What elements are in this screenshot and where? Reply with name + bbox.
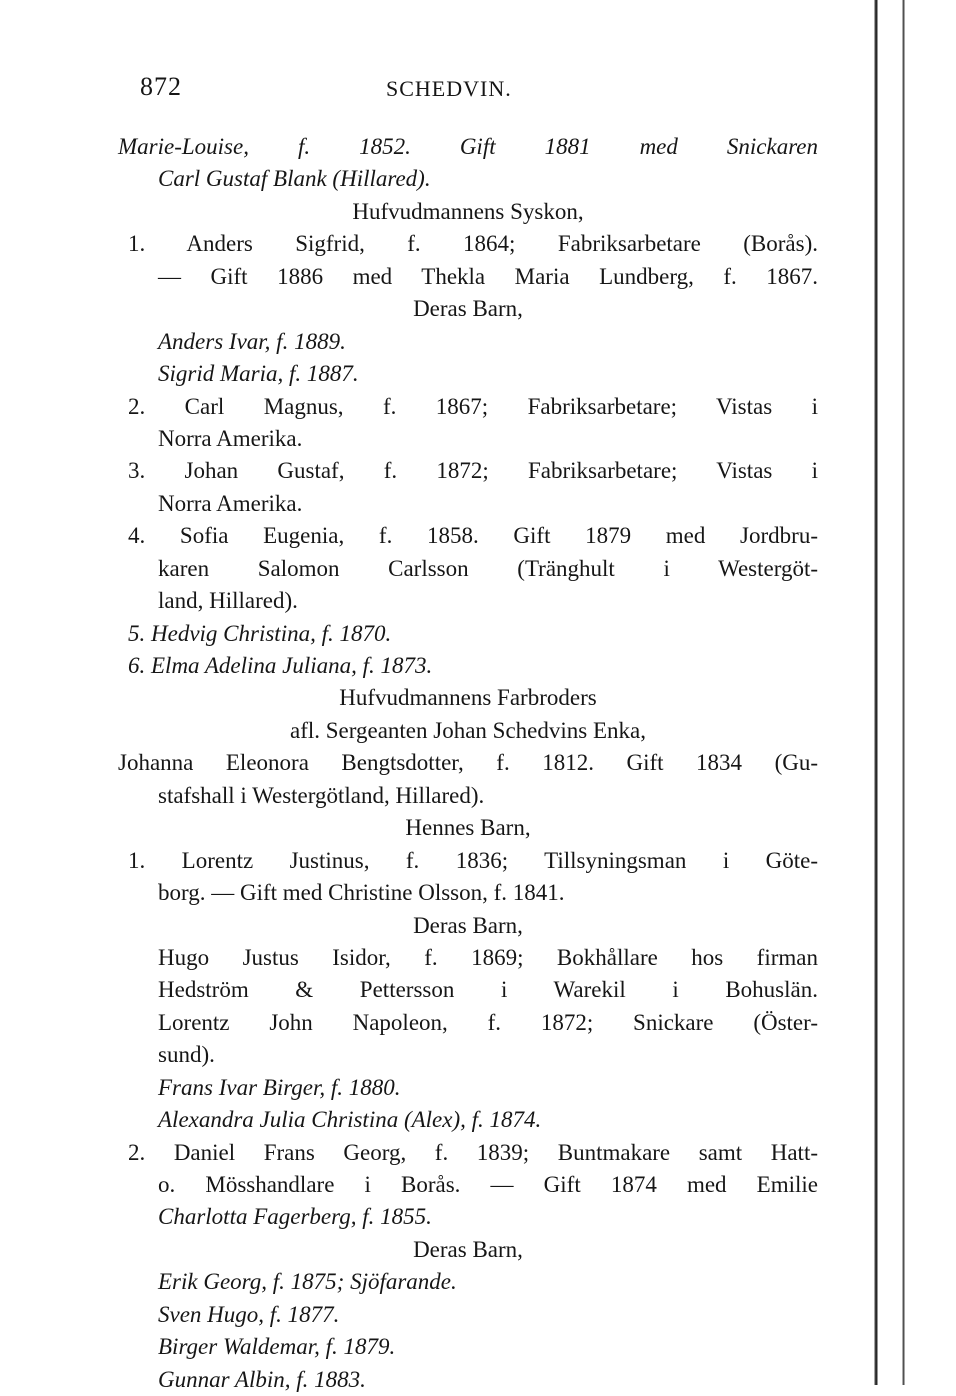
line-text: 2. Carl Magnus, f. 1867; Fabriksarbetare; Vistas i bbox=[128, 393, 818, 419]
text-line bbox=[118, 1169, 818, 1201]
section-heading bbox=[118, 1234, 818, 1266]
text-line bbox=[118, 747, 818, 779]
line-text: Frans Ivar Birger, f. 1880. bbox=[158, 1074, 401, 1100]
line-text: Sigrid Maria, f. 1887. bbox=[158, 361, 359, 387]
line-text: 3. Johan Gustaf, f. 1872; Fabriksarbetare; Vistas i bbox=[128, 458, 818, 484]
line-text: stafshall i Westergötland, Hillared). bbox=[158, 782, 485, 808]
text-line bbox=[118, 261, 818, 293]
text-line bbox=[118, 1072, 818, 1104]
text-line bbox=[118, 1039, 818, 1071]
line-text: Deras Barn, bbox=[413, 912, 523, 938]
page-edge-shadow-inner bbox=[902, 0, 905, 1385]
line-text: — Gift 1886 med Thekla Maria Lundberg, f. 1867. bbox=[158, 263, 818, 289]
text-line bbox=[118, 228, 818, 260]
text-line bbox=[118, 618, 818, 650]
line-text: 1. Anders Sigfrid, f. 1864; Fabriksarbetare (Borås). bbox=[128, 231, 818, 257]
line-text: Lorentz John Napoleon, f. 1872; Snickare (Öster- bbox=[158, 1009, 818, 1035]
line-text: o. Mösshandlare i Borås. — Gift 1874 med Emilie bbox=[158, 1172, 818, 1197]
text-line bbox=[118, 455, 818, 487]
line-text: 1. Lorentz Justinus, f. 1836; Tillsyningsman i Göte- bbox=[128, 847, 818, 873]
line-text: Hennes Barn, bbox=[405, 815, 531, 841]
section-heading bbox=[118, 196, 818, 228]
section-heading bbox=[118, 910, 818, 942]
text-line bbox=[118, 974, 818, 1006]
genealogy-text bbox=[118, 131, 818, 1396]
page-header bbox=[140, 72, 820, 112]
text-line bbox=[118, 845, 818, 877]
text-line bbox=[118, 520, 818, 552]
line-text: Alexandra Julia Christina (Alex), f. 1874. bbox=[158, 1107, 542, 1133]
text-line bbox=[118, 391, 818, 423]
line-text: Anders Ivar, f. 1889. bbox=[158, 328, 346, 354]
text-line bbox=[118, 942, 818, 974]
line-text: Johanna Eleonora Bengtsdotter, f. 1812. Gift 1834 (Gu- bbox=[118, 750, 818, 776]
text-line bbox=[118, 1201, 818, 1233]
section-heading bbox=[118, 715, 818, 747]
line-text: 5. Hedvig Christina, f. 1870. bbox=[128, 620, 392, 646]
section-heading bbox=[118, 293, 818, 325]
line-text: Sven Hugo, f. 1877. bbox=[158, 1301, 340, 1327]
text-line bbox=[118, 650, 818, 682]
line-text: Norra Amerika. bbox=[158, 425, 303, 451]
text-line bbox=[118, 1266, 818, 1298]
line-text: afl. Sergeanten Johan Schedvins Enka, bbox=[290, 717, 646, 743]
page-number: 872 bbox=[140, 72, 182, 101]
line-text: Birger Waldemar, f. 1879. bbox=[158, 1334, 396, 1360]
line-text: Hedström & Pettersson i Warekil i Bohuslän. bbox=[158, 977, 818, 1003]
line-text: Marie-Louise, f. 1852. Gift 1881 med Snickaren bbox=[118, 134, 818, 159]
line-text: karen Salomon Carlsson (Tränghult i Westergöt- bbox=[158, 555, 818, 581]
text-line bbox=[118, 163, 818, 195]
page-edge-shadow bbox=[874, 0, 878, 1385]
line-text: Norra Amerika. bbox=[158, 490, 303, 516]
line-text: Hufvudmannens Syskon, bbox=[352, 198, 584, 224]
line-text: land, Hillared). bbox=[158, 588, 298, 614]
line-text: Gunnar Albin, f. 1883. bbox=[158, 1366, 366, 1392]
text-line bbox=[118, 1007, 818, 1039]
text-line bbox=[118, 553, 818, 585]
line-text: Deras Barn, bbox=[413, 1236, 523, 1262]
line-text: Deras Barn, bbox=[413, 296, 523, 322]
text-line bbox=[118, 326, 818, 358]
line-text: sund). bbox=[158, 1042, 215, 1068]
line-text: Charlotta Fagerberg, f. 1855. bbox=[158, 1204, 432, 1230]
line-text: Erik Georg, f. 1875; Sjöfarande. bbox=[158, 1269, 457, 1295]
section-heading bbox=[118, 812, 818, 844]
text-line bbox=[118, 131, 818, 163]
text-line bbox=[118, 1137, 818, 1169]
text-line bbox=[118, 877, 818, 909]
line-text: borg. — Gift med Christine Olsson, f. 1841. bbox=[158, 880, 565, 906]
text-line bbox=[118, 1104, 818, 1136]
text-line bbox=[118, 488, 818, 520]
text-line bbox=[118, 358, 818, 390]
line-text: Hugo Justus Isidor, f. 1869; Bokhållare hos firman bbox=[158, 944, 818, 970]
running-head: SCHEDVIN. bbox=[386, 76, 512, 101]
line-text: Hufvudmannens Farbroders bbox=[339, 685, 597, 711]
text-line bbox=[118, 1299, 818, 1331]
line-text: 4. Sofia Eugenia, f. 1858. Gift 1879 med Jordbru- bbox=[128, 523, 818, 549]
line-text: 6. Elma Adelina Juliana, f. 1873. bbox=[128, 653, 433, 678]
text-line bbox=[118, 1364, 818, 1396]
line-text: 2. Daniel Frans Georg, f. 1839; Buntmakare samt Hatt- bbox=[128, 1139, 818, 1165]
text-line bbox=[118, 780, 818, 812]
text-line bbox=[118, 585, 818, 617]
line-text: Carl Gustaf Blank (Hillared). bbox=[158, 166, 431, 192]
section-heading bbox=[118, 682, 818, 714]
text-line bbox=[118, 1331, 818, 1363]
text-line bbox=[118, 423, 818, 455]
